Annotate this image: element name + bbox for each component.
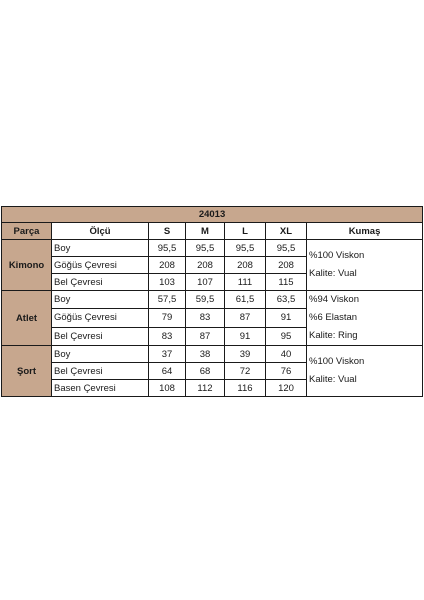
measure-label: Bel Çevresi [52,327,149,345]
measure-label: Boy [52,291,149,309]
value-cell: 37 [149,346,186,363]
table-title: 24013 [2,207,423,223]
value-cell: 115 [266,274,307,291]
value-cell: 83 [149,327,186,345]
fabric-kimono [307,240,423,291]
value-cell: 208 [186,257,225,274]
value-cell: 95,5 [149,240,186,257]
measure-label: Boy [52,346,149,363]
value-cell: 76 [266,363,307,380]
value-cell: 61,5 [225,291,266,309]
measure-label: Boy [52,240,149,257]
fabric-line: %100 Viskon [309,356,365,367]
header-size-xl: XL [266,223,307,240]
table-row [2,240,423,257]
value-cell: 38 [186,346,225,363]
header-size-m: M [186,223,225,240]
measure-label: Bel Çevresi [52,363,149,380]
table-row [2,291,423,309]
fabric-line: %6 Elastan [309,312,358,323]
part-atlet: Atlet [2,291,52,346]
value-cell: 95,5 [266,240,307,257]
value-cell: 39 [225,346,266,363]
value-cell: 63,5 [266,291,307,309]
value-cell: 59,5 [186,291,225,309]
fabric-sort [307,346,423,397]
value-cell: 95,5 [225,240,266,257]
value-cell: 208 [225,257,266,274]
measure-label: Göğüs Çevresi [52,309,149,327]
measure-label: Göğüs Çevresi [52,257,149,274]
value-cell: 95,5 [186,240,225,257]
size-chart-table [1,206,423,397]
value-cell: 68 [186,363,225,380]
fabric-line: Kalite: Vual [309,268,357,279]
value-cell: 116 [225,380,266,397]
value-cell: 95 [266,327,307,345]
value-cell: 40 [266,346,307,363]
value-cell: 83 [186,309,225,327]
fabric-atlet [307,291,423,346]
value-cell: 111 [225,274,266,291]
value-cell: 120 [266,380,307,397]
value-cell: 103 [149,274,186,291]
value-cell: 72 [225,363,266,380]
title-row [2,207,423,223]
part-sort: Şort [2,346,52,397]
value-cell: 208 [266,257,307,274]
value-cell: 57,5 [149,291,186,309]
value-cell: 107 [186,274,225,291]
value-cell: 91 [266,309,307,327]
value-cell: 208 [149,257,186,274]
part-kimono: Kimono [2,240,52,291]
value-cell: 91 [225,327,266,345]
header-size-l: L [225,223,266,240]
fabric-line: %100 Viskon [309,250,365,261]
fabric-line: Kalite: Ring [309,330,358,341]
measure-label: Basen Çevresi [52,380,149,397]
value-cell: 79 [149,309,186,327]
fabric-line: %94 Viskon [309,294,359,305]
header-row [2,223,423,240]
header-size-s: S [149,223,186,240]
fabric-line: Kalite: Vual [309,374,357,385]
measure-label: Bel Çevresi [52,274,149,291]
header-part: Parça [2,223,52,240]
value-cell: 87 [186,327,225,345]
value-cell: 112 [186,380,225,397]
value-cell: 108 [149,380,186,397]
table-row [2,346,423,363]
header-measure: Ölçü [52,223,149,240]
header-fabric: Kumaş [307,223,423,240]
value-cell: 87 [225,309,266,327]
value-cell: 64 [149,363,186,380]
